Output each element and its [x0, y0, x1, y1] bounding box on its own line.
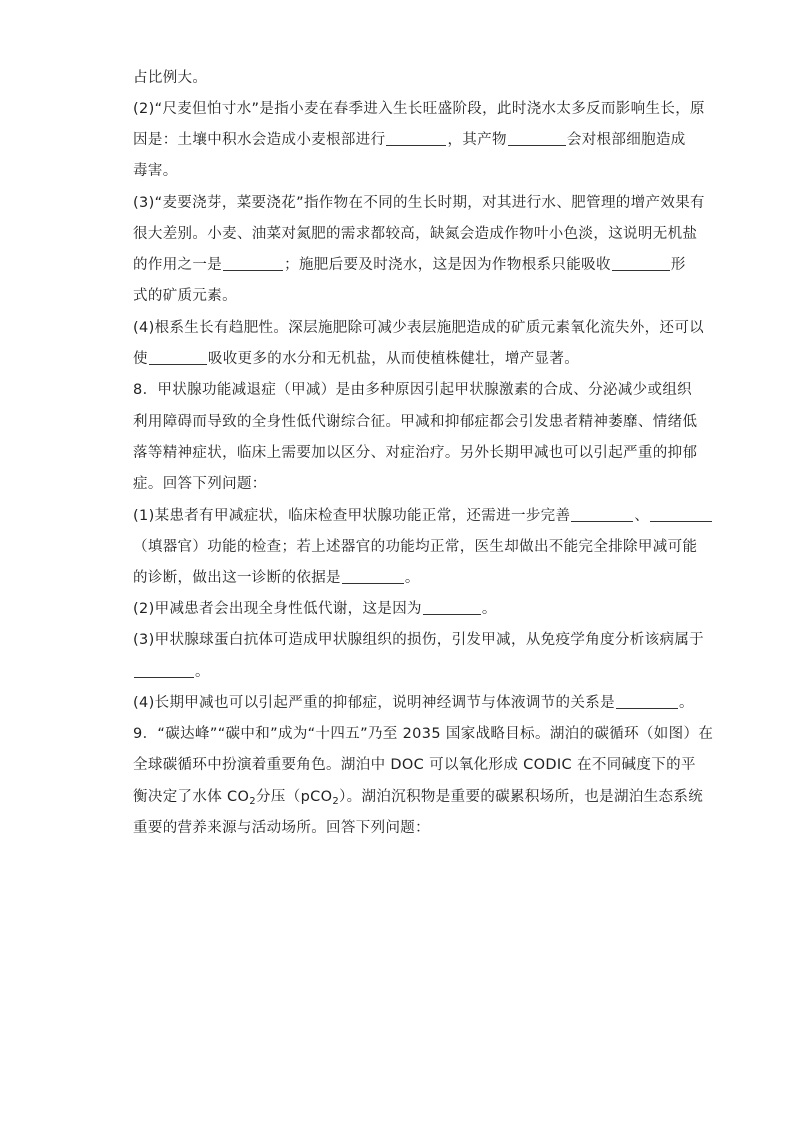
text: 症。回答下列问题：: [133, 476, 267, 492]
text: 利用障碍而导致的全身性低代谢综合征。甲减和抑郁症都会引发患者精神萎靡、情绪低: [133, 414, 698, 430]
text: (1)某患者有甲减症状，临床检查甲状腺功能正常，还需进一步完善: [133, 508, 571, 524]
text: ；施肥后要及时浇水，这是因为作物根系只能吸收: [284, 257, 611, 273]
text: (2)甲减患者会出现全身性低代谢，这是因为: [133, 601, 422, 617]
text: 的诊断，做出这一诊断的依据是: [133, 570, 341, 586]
text: (4)长期甲减也可以引起严重的抑郁症，说明神经调节与体液调节的关系是: [133, 695, 615, 711]
text: （填器官）功能的检查；若上述器官的功能均正常，医生却做出不能完全排除甲减可能: [133, 539, 698, 555]
text: 占比例大。: [133, 70, 208, 86]
answer-blank[interactable]: [223, 255, 283, 271]
text: 使: [133, 351, 148, 367]
text: 分压（pCO: [256, 789, 333, 805]
text: 吸收更多的水分和无机盐，从而使植株健壮，增产显著。: [207, 351, 580, 367]
q9-line-3: [133, 787, 703, 807]
text: 全球碳循环中扮演着重要角色。湖泊中 DOC 可以氧化形成 CODIC 在不同碱度下的平: [133, 757, 696, 773]
q8-line-4: [133, 474, 267, 494]
text: 落等精神症状，临床上需要加以区分、对症治疗。另外长期甲减也可以引起严重的抑郁: [133, 445, 698, 461]
q4-line-1: [133, 318, 704, 338]
q9-line-2: [133, 755, 696, 775]
answer-blank[interactable]: [342, 568, 404, 584]
text: 。: [481, 601, 497, 617]
answer-blank[interactable]: [423, 599, 481, 615]
q8-sub3-line-1: [133, 630, 704, 650]
q3-line-4: [133, 286, 237, 306]
q9-line-4: [133, 818, 430, 838]
text: 。: [678, 695, 694, 711]
text-line: [133, 68, 207, 88]
answer-blank[interactable]: [149, 349, 207, 365]
q2-line-1: [133, 99, 705, 119]
text: ）。湖泊沉积物是重要的碳累积场所，也是湖泊生态系统: [339, 789, 704, 805]
text: 、: [634, 508, 650, 524]
subscript: 2: [332, 796, 340, 807]
text: 8．甲状腺功能减退症（甲减）是由多种原因引起甲状腺激素的合成、分泌减少或组织: [133, 382, 693, 398]
text: 形: [670, 257, 686, 273]
text: 很大差别。小麦、油菜对氮肥的需求都较高，缺氮会造成作物叶小色淡，这说明无机盐: [133, 226, 698, 242]
text: 式的矿质元素。: [133, 288, 237, 304]
q3-line-3: [133, 255, 686, 275]
text: (2)“尺麦但怕寸水”是指小麦在春季进入生长旺盛阶段，此时浇水太多反而影响生长，原: [133, 101, 705, 117]
q8-sub4-line: [133, 693, 694, 713]
text: (4)根系生长有趋肥性。深层施肥除可减少表层施肥造成的矿质元素氧化流失外，还可以: [133, 320, 705, 336]
text: 因是：土壤中积水会造成小麦根部进行: [133, 132, 386, 148]
subscript: 2: [249, 796, 257, 807]
q8-line-3: [133, 443, 697, 463]
q8-line-1: [133, 380, 692, 400]
text: 会对根部细胞造成: [566, 132, 686, 148]
q4-line-2: [133, 349, 579, 369]
text: (3)甲状腺球蛋白抗体可造成甲状腺组织的损伤，引发甲减，从免疫学角度分析该病属于: [133, 632, 705, 648]
q8-sub3-line-2: [133, 662, 210, 682]
text: 重要的营养来源与活动场所。回答下列问题：: [133, 820, 430, 836]
text: 。: [404, 570, 420, 586]
q3-line-1: [133, 193, 705, 213]
text: 毒害。: [133, 163, 178, 179]
text: (3)“麦要浇芽，菜要浇花”指作物在不同的生长时期，对其进行水、肥管理的增产效果有: [133, 195, 705, 211]
q8-sub1-line-3: [133, 568, 420, 588]
answer-blank[interactable]: [508, 130, 566, 146]
q8-sub1-line-2: [133, 537, 697, 557]
text: 。: [195, 664, 210, 680]
q8-sub2-line: [133, 599, 497, 619]
q2-line-2: [133, 130, 686, 150]
text: 9．“碳达峰”“碳中和”成为“十四五”乃至 2035 国家战略目标。湖泊的碳循环（如图）在: [133, 726, 714, 742]
q2-line-3: [133, 161, 178, 181]
answer-blank[interactable]: [386, 130, 446, 146]
answer-blank[interactable]: [571, 506, 633, 522]
text: 的作用之一是: [133, 257, 223, 273]
q8-line-2: [133, 412, 697, 432]
q8-sub1-line-1: [133, 506, 713, 526]
text: 衡决定了水体 CO: [133, 789, 250, 805]
answer-blank[interactable]: [612, 255, 670, 271]
answer-blank[interactable]: [616, 693, 678, 709]
answer-blank[interactable]: [650, 506, 712, 522]
q9-line-1: [133, 724, 713, 744]
q3-line-2: [133, 224, 697, 244]
text: ，其产物: [447, 132, 507, 148]
answer-blank[interactable]: [134, 662, 194, 678]
